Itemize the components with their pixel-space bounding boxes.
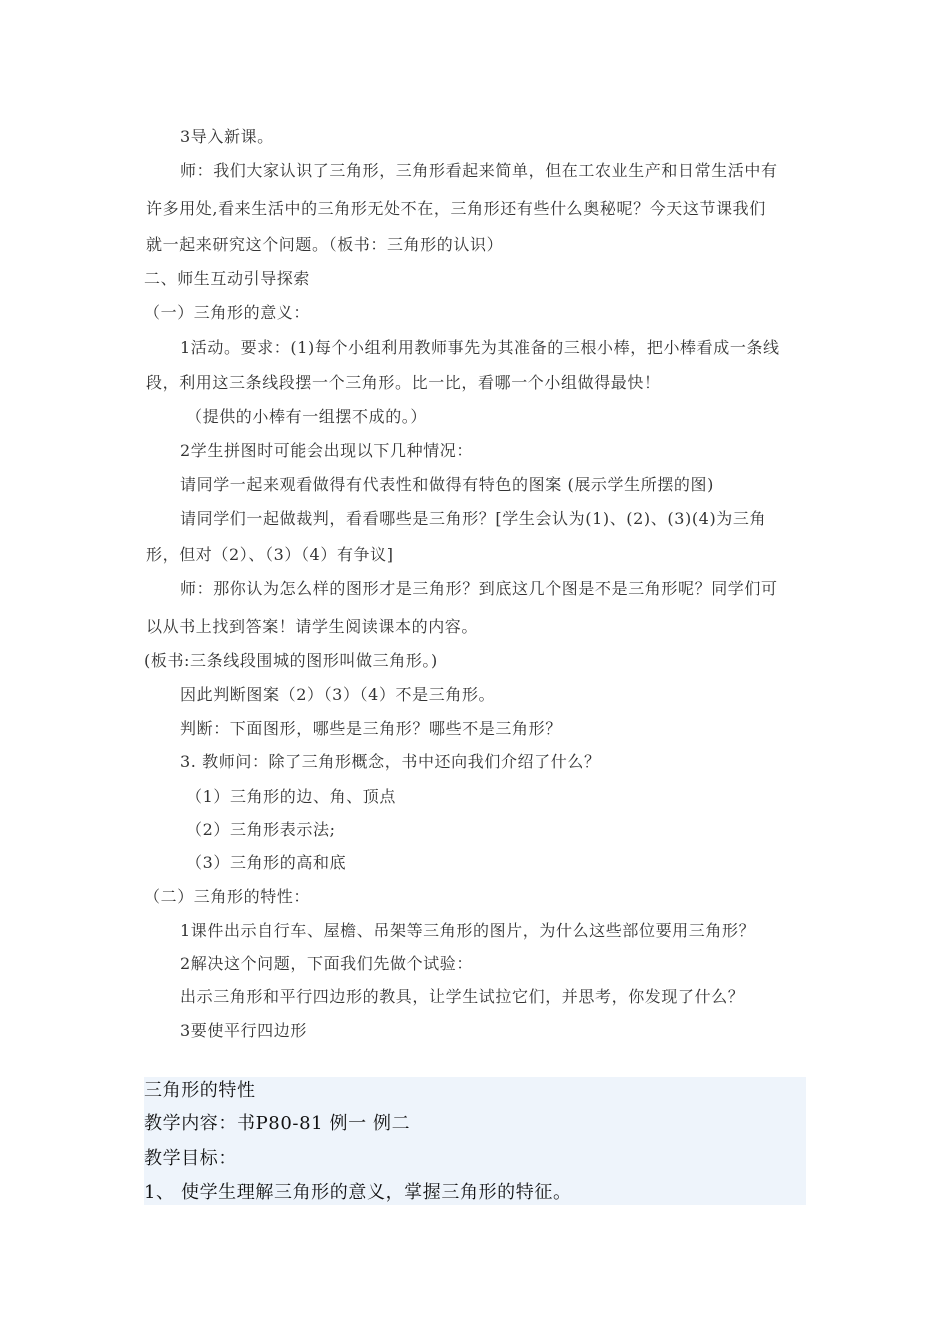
subsection-heading: （二）三角形的特性： — [144, 887, 311, 906]
paragraph-line: 2学生拼图时可能会出现以下几种情况： — [180, 441, 473, 460]
paragraph-line: （提供的小棒有一组摆不成的。） — [186, 407, 428, 426]
paragraph-line: 出示三角形和平行四边形的教具，让学生试拉它们，并思考，你发现了什么？ — [180, 987, 745, 1006]
paragraph-line: 请同学一起来观看做得有代表性和做得有特色的图案 (展示学生所摆的图) — [180, 475, 714, 494]
paragraph-line: 3导入新课。 — [180, 127, 274, 146]
section-title: 三角形的特性 — [144, 1080, 256, 1101]
paragraph-line: 师：那你认为怎么样的图形才是三角形？到底这几个图是不是三角形呢？同学们可 — [180, 579, 778, 598]
section-heading: 二、师生互动引导探索 — [144, 269, 311, 288]
teaching-goals-label: 教学目标： — [144, 1148, 237, 1169]
paragraph-line: 段，利用这三条线段摆一个三角形。比一比，看哪一个小组做得最快！ — [146, 373, 661, 392]
paragraph-line: 就一起来研究这个问题。（板书：三角形的认识） — [146, 235, 504, 254]
list-item: （2）三角形表示法; — [186, 820, 336, 839]
paragraph-line: 形，但对（2）、（3）（4）有争议] — [146, 545, 394, 564]
blackboard-note: (板书:三条线段围城的图形叫做三角形。) — [144, 651, 438, 670]
teaching-goal-item: 1、 使学生理解三角形的意义，掌握三角形的特征。 — [144, 1182, 572, 1203]
paragraph-line: 以从书上找到答案！请学生阅读课本的内容。 — [146, 617, 479, 636]
paragraph-line: 许多用处,看来生活中的三角形无处不在，三角形还有些什么奥秘呢？今天这节课我们 — [146, 199, 766, 218]
teaching-content: 教学内容：书P80-81 例一 例二 — [144, 1113, 411, 1134]
paragraph-line: 师：我们大家认识了三角形，三角形看起来简单，但在工农业生产和日常生活中有 — [180, 161, 778, 180]
paragraph-line: 3. 教师问：除了三角形概念，书中还向我们介绍了什么？ — [180, 752, 601, 771]
subsection-heading: （一）三角形的意义： — [144, 303, 311, 322]
list-item: （3）三角形的高和底 — [186, 853, 347, 872]
list-item: （1）三角形的边、角、顶点 — [186, 787, 396, 806]
paragraph-line: 3要使平行四边形 — [180, 1021, 307, 1040]
paragraph-line: 1课件出示自行车、屋檐、吊架等三角形的图片，为什么这些部位要用三角形？ — [180, 921, 756, 940]
paragraph-line: 判断：下面图形，哪些是三角形？哪些不是三角形？ — [180, 719, 562, 738]
paragraph-line: 因此判断图案（2）（3）（4）不是三角形。 — [180, 685, 496, 704]
paragraph-line: 请同学们一起做裁判，看看哪些是三角形？[学生会认为(1)、(2)、(3)(4)为三角 — [180, 509, 767, 528]
paragraph-line: 1活动。要求：(1)每个小组利用教师事先为其准备的三根小棒，把小棒看成一条线 — [180, 338, 780, 357]
paragraph-line: 2解决这个问题，下面我们先做个试验： — [180, 954, 473, 973]
